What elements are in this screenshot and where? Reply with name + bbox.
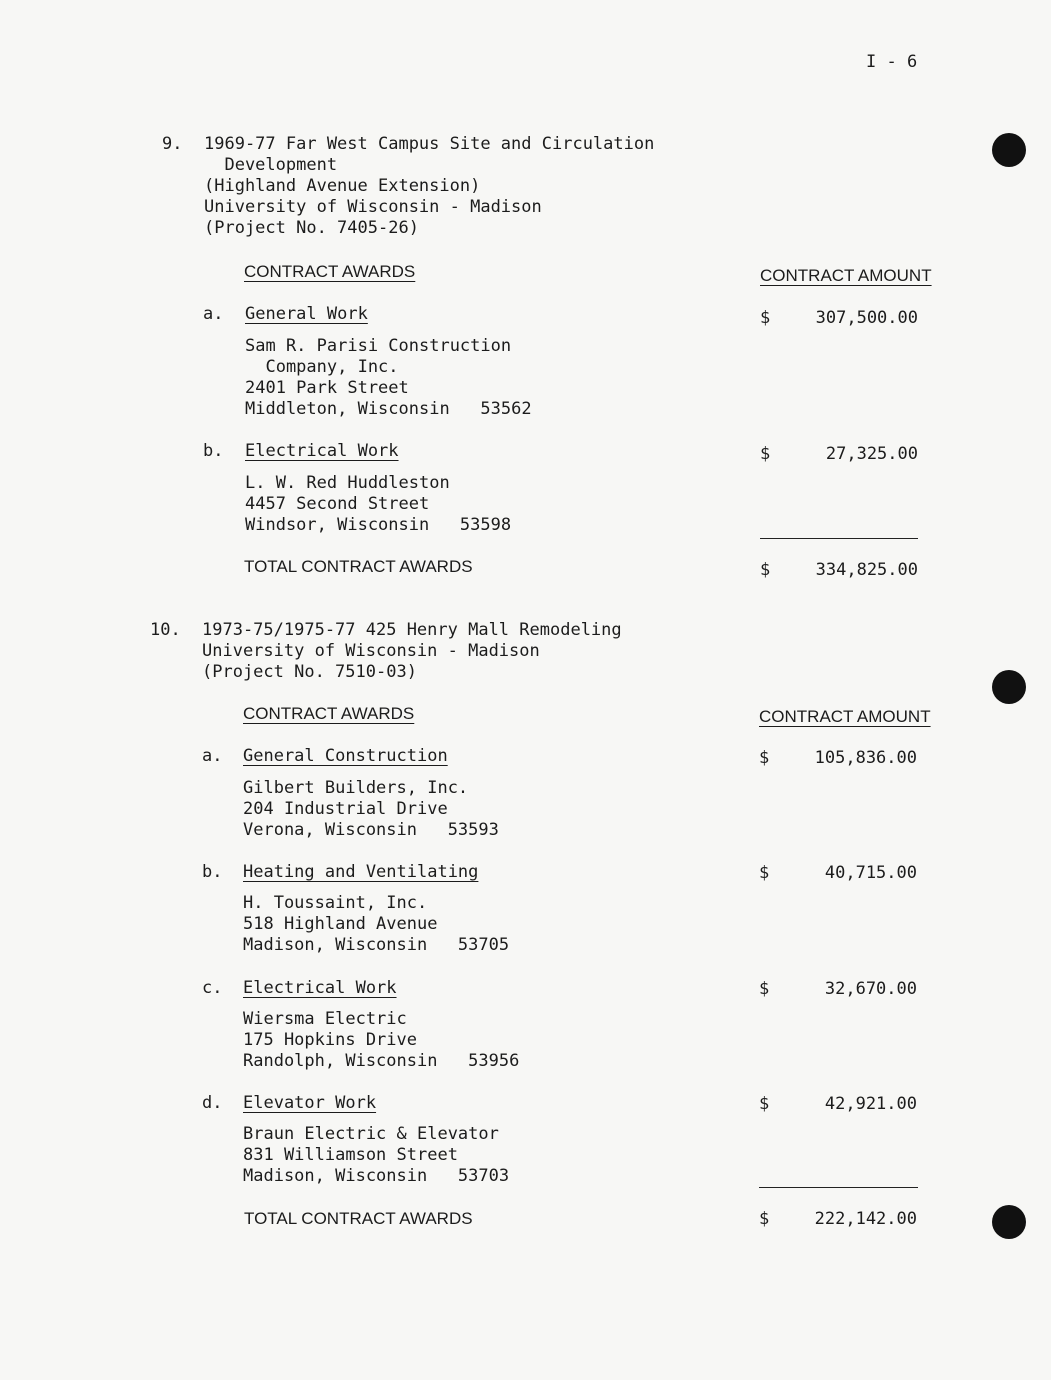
contractor-line: 831 Williamson Street bbox=[243, 1145, 458, 1165]
punch-hole-bottom bbox=[992, 1205, 1026, 1239]
project-title-line: (Project No. 7510-03) bbox=[202, 662, 417, 682]
work-type: Electrical Work bbox=[243, 978, 397, 998]
project-title-line: (Project No. 7405-26) bbox=[204, 218, 419, 238]
dollar-sign: $ bbox=[759, 979, 770, 999]
contractor-line: Wiersma Electric bbox=[243, 1009, 407, 1029]
punch-hole-middle bbox=[992, 670, 1026, 704]
contractor-line: H. Toussaint, Inc. bbox=[243, 893, 428, 913]
contractor-line: Windsor, Wisconsin 53598 bbox=[245, 515, 512, 535]
total-amount: 222,142.00 bbox=[814, 1209, 917, 1229]
contractor-line: 2401 Park Street bbox=[245, 378, 409, 398]
contractor-line: Madison, Wisconsin 53705 bbox=[243, 935, 510, 955]
total-rule bbox=[759, 1187, 918, 1188]
work-type: Heating and Ventilating bbox=[243, 862, 479, 882]
contractor-line: L. W. Red Huddleston bbox=[245, 473, 450, 493]
project-title-line: University of Wisconsin - Madison bbox=[202, 641, 540, 661]
contract-amount-header: CONTRACT AMOUNT bbox=[759, 707, 931, 726]
dollar-sign: $ bbox=[759, 1094, 770, 1114]
contractor-line: Gilbert Builders, Inc. bbox=[243, 778, 469, 798]
work-type: General Construction bbox=[243, 746, 448, 766]
contract-amount: 307,500.00 bbox=[815, 308, 918, 328]
total-amount: 334,825.00 bbox=[815, 560, 918, 580]
contract-awards-header: CONTRACT AWARDS bbox=[243, 704, 415, 723]
contractor-line: Verona, Wisconsin 53593 bbox=[243, 820, 499, 840]
contract-amount: 27,325.00 bbox=[825, 444, 918, 464]
contract-amount-header: CONTRACT AMOUNT bbox=[760, 266, 932, 285]
contractor-line: Madison, Wisconsin 53703 bbox=[243, 1166, 510, 1186]
contractor-line: Middleton, Wisconsin 53562 bbox=[245, 399, 532, 419]
work-type: General Work bbox=[245, 304, 368, 324]
total-label: TOTAL CONTRACT AWARDS bbox=[244, 557, 473, 576]
dollar-sign: $ bbox=[759, 1209, 770, 1229]
total-rule bbox=[760, 538, 918, 539]
dollar-sign: $ bbox=[760, 444, 771, 464]
contractor-line: Company, Inc. bbox=[245, 357, 399, 377]
contractor-line: 4457 Second Street bbox=[245, 494, 430, 514]
dollar-sign: $ bbox=[760, 560, 771, 580]
item-letter: a. bbox=[203, 304, 224, 324]
project-title-line: University of Wisconsin - Madison bbox=[204, 197, 542, 217]
dollar-sign: $ bbox=[759, 863, 770, 883]
project-number: 10. bbox=[150, 620, 181, 640]
contractor-line: 204 Industrial Drive bbox=[243, 799, 448, 819]
work-type: Electrical Work bbox=[245, 441, 399, 461]
project-title-line: 1969-77 Far West Campus Site and Circulation bbox=[204, 134, 655, 154]
work-type: Elevator Work bbox=[243, 1093, 377, 1113]
item-letter: d. bbox=[202, 1093, 223, 1113]
item-letter: b. bbox=[202, 862, 223, 882]
project-number: 9. bbox=[162, 134, 183, 154]
contract-amount: 42,921.00 bbox=[824, 1094, 917, 1114]
contractor-line: Braun Electric & Elevator bbox=[243, 1124, 499, 1144]
dollar-sign: $ bbox=[759, 748, 770, 768]
dollar-sign: $ bbox=[760, 308, 771, 328]
contract-amount: 105,836.00 bbox=[814, 748, 917, 768]
project-title-line: 1973-75/1975-77 425 Henry Mall Remodeling bbox=[202, 620, 622, 640]
contract-awards-header: CONTRACT AWARDS bbox=[244, 262, 416, 281]
page-number: I - 6 bbox=[866, 52, 918, 72]
contractor-line: 518 Highland Avenue bbox=[243, 914, 438, 934]
contractor-line: Randolph, Wisconsin 53956 bbox=[243, 1051, 520, 1071]
item-letter: b. bbox=[203, 441, 224, 461]
total-label: TOTAL CONTRACT AWARDS bbox=[244, 1209, 473, 1228]
contractor-line: Sam R. Parisi Construction bbox=[245, 336, 512, 356]
item-letter: a. bbox=[202, 746, 223, 766]
contractor-line: 175 Hopkins Drive bbox=[243, 1030, 417, 1050]
punch-hole-top bbox=[992, 133, 1026, 167]
project-title-line: (Highland Avenue Extension) bbox=[204, 176, 481, 196]
contract-amount: 32,670.00 bbox=[824, 979, 917, 999]
item-letter: c. bbox=[202, 978, 223, 998]
contract-amount: 40,715.00 bbox=[824, 863, 917, 883]
project-title-line: Development bbox=[204, 155, 338, 175]
